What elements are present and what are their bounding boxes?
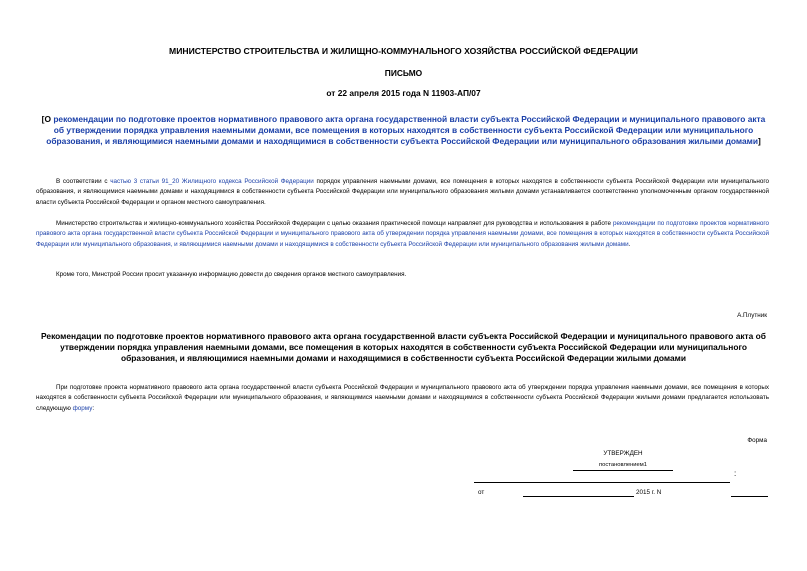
signature: А.Плутник	[737, 312, 767, 319]
p2-text-after: .	[628, 240, 631, 248]
decree-underline	[573, 470, 673, 471]
form-link[interactable]: форму	[72, 404, 93, 412]
recommendations-link[interactable]: рекомендации по подготовке проектов нормативного правового акта органа государственной власти субъекта Российской Федерации и муниципального правового акта об утверждении порядка управления наемными домами, все помещения в которых находятся в собственности субъекта Российской Федерации или муниципального образования, и являющимися наемными домами и находящимися в собственности субъекта Российской Федерации или муниципального образования жилыми домами	[36, 220, 769, 248]
date-line	[523, 496, 634, 497]
p2-text-before: Министерство строительства и жилищно-коммунального хозяйства Российской Федерации с целью оказания практической помощи направляет для руководства и использования в работе	[56, 220, 613, 227]
title-link[interactable]: рекомендации по подготовке проектов нормативного правового акта органа государственной власти субъекта Российской Федерации и муниципального правового акта об утверждении порядка управления наемными домами, все помещения в которых находятся в собственности субъекта Российской Федерации или муниципального образования, и являющимися наемными домами и находящимися в собственности субъекта Российской Федерации или муниципального образования жилыми домами	[46, 114, 766, 146]
p4-text-before: При подготовке проекта нормативного правового акта органа государственной власти субъекта Российской Федерации и муниципального правового акта об утверждении порядка управления наемными домами, все помещения в которых находятся в собственности субъекта Российской Федерации или муниципального образования, и являющимися наемными домами и находящимися в собственности субъекта Российской Федерации жилыми домами предлагается использовать следующую	[36, 384, 769, 412]
document-type: ПИСЬМО	[384, 68, 423, 78]
paragraph-1	[36, 177, 769, 208]
form-colon: :	[734, 469, 737, 478]
paragraph-4	[36, 383, 769, 414]
paragraph-3: Кроме того, Минстрой России просит указанную информацию довести до сведения органов местного самоуправления.	[56, 271, 407, 278]
year-number-label: 2015 г. N	[636, 489, 662, 496]
document-title	[36, 114, 771, 147]
p1-text-after: порядок управления наемными домами, все помещения в которых находятся в собственности субъекта Российской Федерации или муниципального образования, и являющимися наемными домами и находящимися в собственности субъекта Российской Федерации или муниципального образования жилыми домами устанавливается соответственно уполномоченным органом государственной власти субъекта Российской Федерации и органом местного самоуправления.	[36, 178, 769, 206]
title-open-bracket: [О	[41, 114, 54, 124]
form-label: Форма	[747, 437, 767, 444]
title-close-bracket: ]	[757, 136, 761, 146]
from-label: от	[478, 489, 485, 496]
ministry-name: МИНИСТЕРСТВО СТРОИТЕЛЬСТВА И ЖИЛИЩНО-КОММУНАЛЬНОГО ХОЗЯЙСТВА РОССИЙСКОЙ ФЕДЕРАЦИИ	[169, 46, 638, 56]
p1-text-before: В соответствии с	[56, 178, 111, 185]
decree-label: постановлением1	[599, 462, 647, 468]
document-date: от 22 апреля 2015 года N 11903-АП/07	[326, 88, 481, 98]
housing-code-link[interactable]: частью 3 статьи 91_20 Жилищного кодекса Российской Федерации	[110, 178, 314, 185]
paragraph-2	[36, 219, 769, 250]
number-line	[731, 496, 768, 497]
p4-text-after: :	[92, 404, 95, 412]
recommendations-title: Рекомендации по подготовке проектов нормативного правового акта органа государственной власти субъекта Российской Федерации и муниципального правового акта об утверждении порядка управления наемными домами, все помещения в которых находятся в собственности субъекта Российской Федерации или муниципального образования, и являющимися наемными домами и находящимися в собственности субъекта Российской Федерации жилыми домами	[41, 331, 766, 363]
approved-label: УТВЕРЖДЕН	[603, 450, 643, 457]
authority-name-line	[474, 482, 730, 483]
